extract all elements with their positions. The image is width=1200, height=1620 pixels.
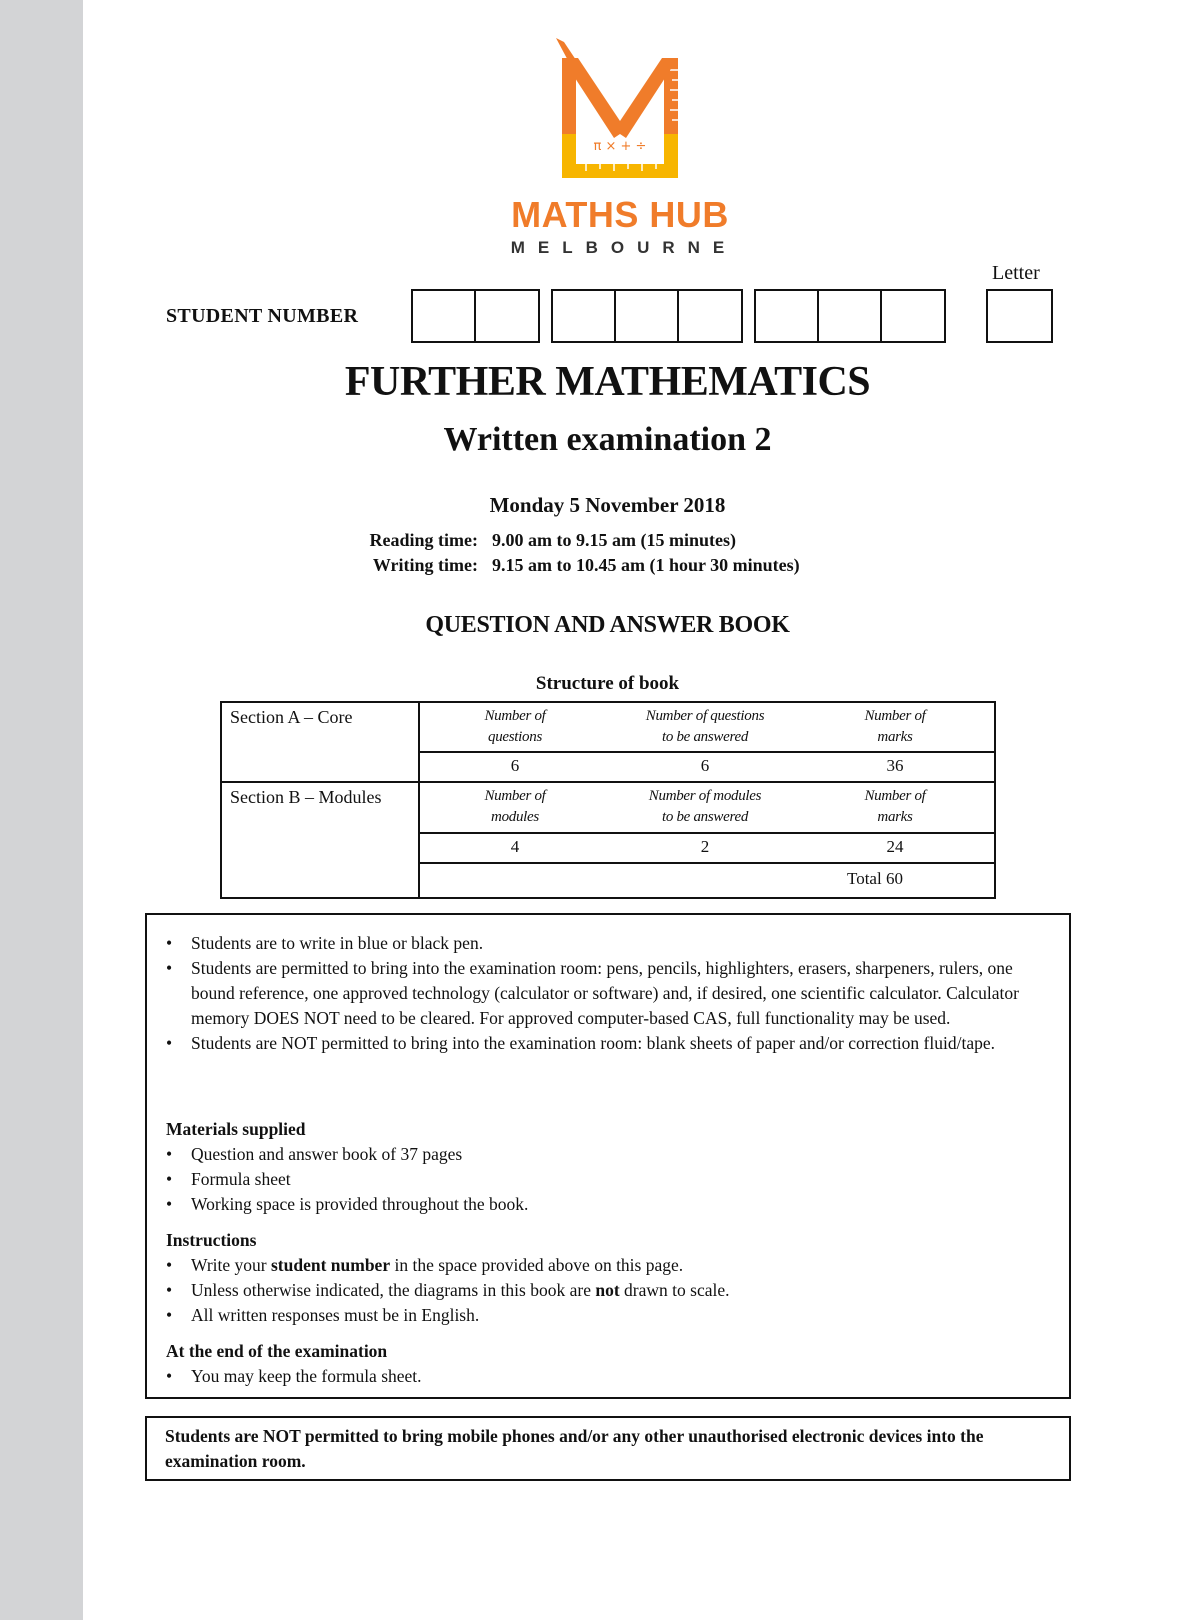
- section-b-value: 2: [700, 837, 710, 856]
- section-b-value: 4: [510, 837, 520, 856]
- logo-city-text: MELBOURNE: [510, 238, 738, 257]
- student-number-digit-box[interactable]: [819, 291, 882, 341]
- writing-time-value: 9.15 am to 10.45 am (1 hour 30 minutes): [492, 555, 800, 575]
- total-marks: Total 60: [847, 869, 903, 888]
- section-b-header-2: Number of modules to be answered: [648, 788, 762, 825]
- student-number-digit-box[interactable]: [756, 291, 819, 341]
- list-item: • Working space is provided throughout the book.: [147, 1192, 1069, 1217]
- list-item: • All written responses must be in English.: [147, 1303, 1069, 1328]
- mobile-phone-warning: Students are NOT permitted to bring mobile phones and/or any other unauthorised electronic devices into the examination room.: [145, 1416, 1071, 1481]
- exam-date: Monday 5 November 2018: [489, 493, 726, 517]
- student-number-digit-box[interactable]: [882, 291, 944, 341]
- reading-time-value: 9.00 am to 9.15 am (15 minutes): [492, 530, 736, 550]
- student-number-group-2[interactable]: [551, 289, 743, 343]
- exam-subtitle: Written examination 2: [443, 421, 772, 458]
- end-heading: At the end of the examination: [166, 1341, 388, 1361]
- table-divider: [418, 832, 994, 834]
- reading-time-label: Reading time:: [369, 530, 478, 550]
- section-b-value: 24: [886, 837, 904, 856]
- letter-box[interactable]: [986, 289, 1053, 343]
- table-divider: [418, 751, 994, 753]
- structure-table: [220, 701, 996, 899]
- exam-title: FURTHER MATHEMATICS: [344, 359, 871, 405]
- table-divider: [418, 862, 994, 864]
- section-a-value: 6: [510, 756, 520, 775]
- structure-heading: Structure of book: [535, 673, 680, 694]
- instructions-box: [145, 913, 1071, 1399]
- materials-heading: Materials supplied: [166, 1119, 306, 1139]
- section-b-header-3: Number of marks: [864, 788, 926, 825]
- section-a-value: 6: [700, 756, 710, 775]
- student-number-group-1[interactable]: [411, 289, 540, 343]
- student-number-digit-box[interactable]: [413, 291, 476, 341]
- section-a-header-1: Number of questions: [484, 708, 546, 745]
- section-a-header-2: Number of questions to be answered: [645, 708, 765, 745]
- student-number-digit-box[interactable]: [616, 291, 679, 341]
- instructions-heading: Instructions: [166, 1230, 257, 1250]
- logo-symbols: π × + ÷: [593, 139, 647, 154]
- list-item: • Students are to write in blue or black pen.: [147, 931, 1069, 956]
- materials-section: [147, 1117, 1069, 1217]
- student-number-digit-box[interactable]: [476, 291, 538, 341]
- instructions-section: [147, 1228, 1069, 1328]
- letter-label: Letter: [992, 262, 1040, 284]
- student-number-boxes[interactable]: [411, 289, 957, 343]
- list-item: • You may keep the formula sheet.: [147, 1364, 1069, 1389]
- end-section: [147, 1339, 1069, 1389]
- general-rules: [147, 931, 1069, 1056]
- page-margin-strip: [0, 0, 83, 1620]
- writing-time-label: Writing time:: [372, 555, 478, 575]
- list-item: • Students are NOT permitted to bring into the examination room: blank sheets of paper and/or correction fluid/tape.: [147, 1031, 1069, 1056]
- logo-brand-text: MATHS HUB: [511, 194, 729, 235]
- list-item: • Students are permitted to bring into the examination room: pens, pencils, highlighters, erasers, sharpeners, rulers, one bound reference, one approved technology (calculator or software) and, if desired, one scientific calculator. Calculator memory DOES NOT need to be cleared. For approved computer-based CAS, full functionality may be used.: [147, 956, 1069, 1031]
- maths-hub-logo: [500, 38, 740, 258]
- list-item: • Write your student number in the space provided above on this page.: [147, 1253, 1069, 1278]
- list-item: • Formula sheet: [147, 1167, 1069, 1192]
- section-a-header-3: Number of marks: [864, 708, 926, 745]
- section-b-label: Section B – Modules: [230, 787, 382, 807]
- student-number-group-3[interactable]: [754, 289, 946, 343]
- student-number-digit-box[interactable]: [679, 291, 741, 341]
- student-number-label: STUDENT NUMBER: [166, 305, 359, 327]
- book-title: QUESTION AND ANSWER BOOK: [425, 612, 790, 638]
- list-item: • Question and answer book of 37 pages: [147, 1142, 1069, 1167]
- section-b-header-1: Number of modules: [484, 788, 546, 825]
- section-a-value: 36: [886, 756, 904, 775]
- logo-m-compass-icon: [556, 38, 684, 178]
- student-number-digit-box[interactable]: [553, 291, 616, 341]
- list-item: • Unless otherwise indicated, the diagrams in this book are not drawn to scale.: [147, 1278, 1069, 1303]
- section-a-label: Section A – Core: [230, 707, 353, 727]
